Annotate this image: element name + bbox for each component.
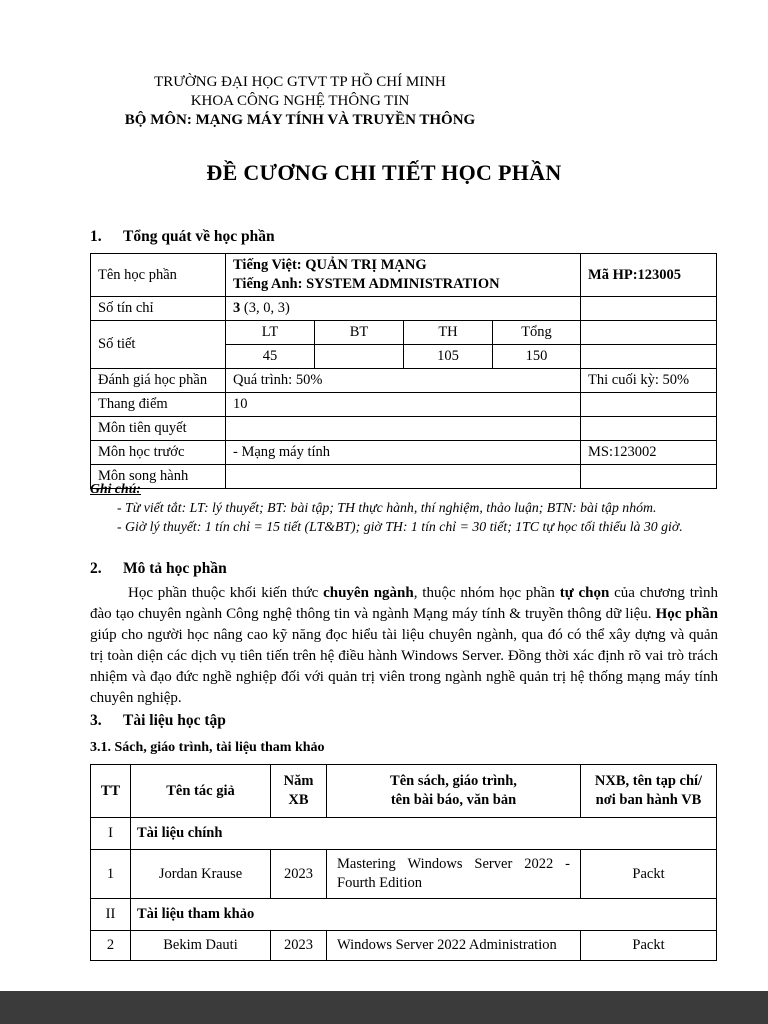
course-description-paragraph xyxy=(90,583,718,709)
section-3-number: 3. xyxy=(90,712,102,729)
desc-text-3: của chương trình đào tạo chuyên ngành Công nghệ thông tin và ngành Mạng máy tính & truyền thông dữ liệu. xyxy=(90,585,719,622)
desc-text-4: giúp cho người học nâng cao kỹ năng đọc hiểu tài liệu chuyên ngành, qua đó có thể xây dựng và quản trị toàn diện các dịch vụ tiên tiến trên hệ điều hành Windows Server. Đồng thời xác định rõ vai trò trách nhiệm và đạo đức nghề nghiệp đối với quản trị viên trong ngành nghề quản trị hệ thống mạng máy tính chuyên nghiệp. xyxy=(90,627,718,706)
row-assessment xyxy=(91,369,717,393)
section-3-1-subheading: 3.1. Sách, giáo trình, tài liệu tham khảo xyxy=(90,740,325,755)
group-main-materials-row xyxy=(91,818,717,850)
group-reference-label: Tài liệu tham khảo xyxy=(131,899,717,931)
course-name-vietnamese: Tiếng Việt: QUẢN TRỊ MẠNG xyxy=(233,257,427,273)
row-periods-header xyxy=(91,321,717,345)
prior-course-code: MS:123002 xyxy=(581,441,717,465)
document-title: ĐỀ CƯƠNG CHI TIẾT HỌC PHẦN xyxy=(206,160,562,185)
periods-col-th: TH xyxy=(404,321,493,345)
assessment-label: Đánh giá học phần xyxy=(91,369,226,393)
section-3-title: Tài liệu học tập xyxy=(123,712,226,729)
document-header xyxy=(88,73,512,130)
periods-col-total: Tổng xyxy=(493,321,581,345)
ref1-year: 2023 xyxy=(271,850,327,899)
references-table xyxy=(90,764,717,961)
course-code: Mã HP:123005 xyxy=(581,254,717,297)
section-2-title: Mô tả học phần xyxy=(123,560,227,577)
header-book-line1: Tên sách, giáo trình, xyxy=(390,773,517,789)
periods-val-th: 105 xyxy=(404,345,493,369)
group-reference-materials-row xyxy=(91,899,717,931)
periods-label: Số tiết xyxy=(91,321,226,369)
desc-bold-3: Học phần xyxy=(655,606,718,622)
header-tt: TT xyxy=(91,765,131,818)
prerequisite-value xyxy=(226,417,581,441)
credits-number: 3 xyxy=(233,300,241,316)
desc-text-1: Học phần thuộc khối kiến thức xyxy=(128,585,324,601)
grading-scale-value: 10 xyxy=(226,393,581,417)
desc-bold-1: chuyên ngành xyxy=(323,585,414,601)
prior-course-value: - Mạng máy tính xyxy=(226,441,581,465)
credits-breakdown: (3, 0, 3) xyxy=(240,300,290,316)
note-abbreviations: - Từ viết tắt: LT: lý thuyết; BT: bài tập; TH thực hành, thí nghiệm, thảo luận; BTN: bài tập nhóm. xyxy=(117,500,657,515)
credits-empty-cell xyxy=(581,297,717,321)
references-header-row xyxy=(91,765,717,818)
ref1-tt: 1 xyxy=(91,850,131,899)
section-1-heading xyxy=(90,228,275,246)
row-prior-course xyxy=(91,441,717,465)
credits-label: Số tín chỉ xyxy=(91,297,226,321)
header-year-line1: Năm xyxy=(283,773,314,789)
periods-val-bt xyxy=(315,345,404,369)
group-reference-numeral: II xyxy=(91,899,131,931)
course-overview-table xyxy=(90,253,717,489)
row-course-name xyxy=(91,254,717,297)
prior-course-label: Môn học trước xyxy=(91,441,226,465)
periods-col-lt: LT xyxy=(226,321,315,345)
periods-val-lt: 45 xyxy=(226,345,315,369)
header-year xyxy=(271,765,327,818)
grading-scale-label: Thang điểm xyxy=(91,393,226,417)
section-1-title: Tổng quát về học phần xyxy=(123,228,275,245)
university-name: TRƯỜNG ĐẠI HỌC GTVT TP HỒ CHÍ MINH xyxy=(154,74,446,90)
department-name: BỘ MÔN: MẠNG MÁY TÍNH VÀ TRUYỀN THÔNG xyxy=(124,112,476,128)
periods-val-total: 150 xyxy=(493,345,581,369)
course-name-english: Tiếng Anh: SYSTEM ADMINISTRATION xyxy=(233,276,500,292)
faculty-name: KHOA CÔNG NGHỆ THÔNG TIN xyxy=(190,93,410,109)
header-book-line2: tên bài báo, văn bản xyxy=(390,792,517,808)
credits-value xyxy=(226,297,581,321)
row-credits xyxy=(91,297,717,321)
header-book-title xyxy=(327,765,581,818)
ref2-publisher: Packt xyxy=(581,931,717,961)
ref2-book-title: Windows Server 2022 Administration xyxy=(327,931,581,961)
section-3-heading xyxy=(90,712,226,730)
group-main-label: Tài liệu chính xyxy=(131,818,717,850)
section-2-number: 2. xyxy=(90,560,102,577)
periods-header-empty-cell xyxy=(581,321,717,345)
prerequisite-empty-cell xyxy=(581,417,717,441)
section-1-number: 1. xyxy=(90,228,102,245)
parallel-course-label: Môn song hành xyxy=(91,465,226,489)
ref1-book-title: Mastering Windows Server 2022 - Fourth Edition xyxy=(327,850,581,899)
reference-row-2 xyxy=(91,931,717,961)
ref1-author: Jordan Krause xyxy=(131,850,271,899)
prerequisite-label: Môn tiên quyết xyxy=(91,417,226,441)
row-grading-scale xyxy=(91,393,717,417)
course-name-label: Tên học phần xyxy=(91,254,226,297)
notes-label: Ghi chú: xyxy=(90,481,141,496)
ref2-author: Bekim Dauti xyxy=(131,931,271,961)
note-credit-hours: - Giờ lý thuyết: 1 tín chỉ = 15 tiết (LT&BT); giờ TH: 1 tín chỉ = 30 tiết; 1TC tự học tối thiểu là 30 giờ. xyxy=(117,519,683,534)
reference-row-1 xyxy=(91,850,717,899)
notes-block xyxy=(90,479,718,536)
header-publisher-line2: nơi ban hành VB xyxy=(595,792,702,808)
group-main-numeral: I xyxy=(91,818,131,850)
header-year-line2: XB xyxy=(288,792,309,808)
grading-scale-empty-cell xyxy=(581,393,717,417)
periods-col-bt: BT xyxy=(315,321,404,345)
assessment-final: Thi cuối kỳ: 50% xyxy=(581,369,717,393)
desc-text-2: , thuộc nhóm học phần xyxy=(413,585,560,601)
header-author: Tên tác giả xyxy=(131,765,271,818)
ref1-publisher: Packt xyxy=(581,850,717,899)
section-2-heading xyxy=(90,560,227,578)
periods-values-empty-cell xyxy=(581,345,717,369)
assessment-progress: Quá trình: 50% xyxy=(226,369,581,393)
desc-bold-2: tự chọn xyxy=(559,585,610,601)
header-publisher xyxy=(581,765,717,818)
course-name-values xyxy=(226,254,581,297)
header-publisher-line1: NXB, tên tạp chí/ xyxy=(594,773,703,789)
ref2-tt: 2 xyxy=(91,931,131,961)
viewer-background-strip xyxy=(0,991,768,1024)
row-prerequisite xyxy=(91,417,717,441)
ref2-year: 2023 xyxy=(271,931,327,961)
